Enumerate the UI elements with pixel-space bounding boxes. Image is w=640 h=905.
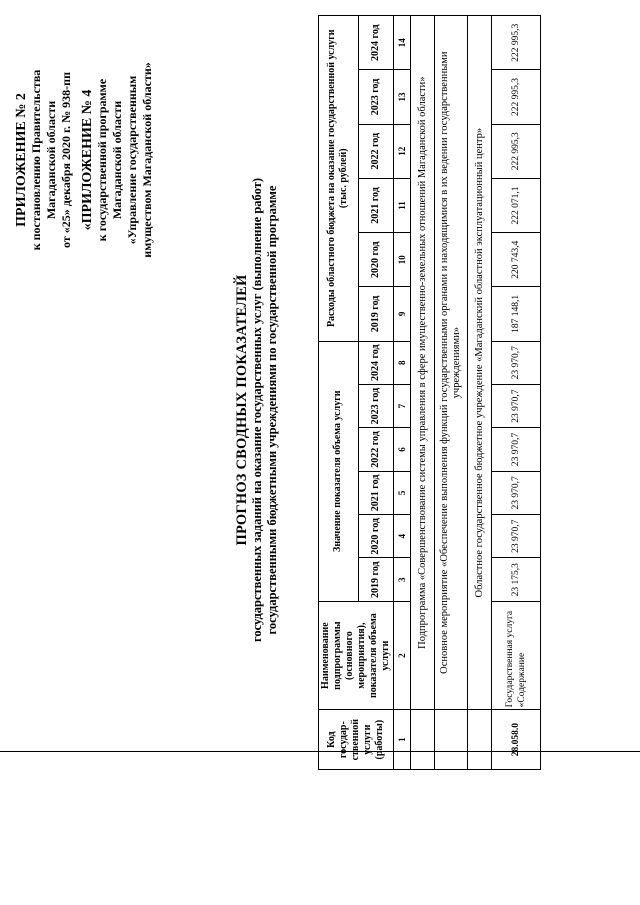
year-header: 2023 год [358,70,393,124]
column-number: 11 [394,178,411,232]
column-number: 3 [394,558,411,601]
column-number: 12 [394,124,411,178]
appendix-line: «Управление государственным [125,75,139,245]
volume-value: 23 970,7 [492,471,541,514]
year-header: 2021 год [358,178,393,232]
budget-value: 222 995,3 [492,70,541,124]
budget-value: 187 148,1 [492,287,541,341]
year-header: 2019 год [358,558,393,601]
appendix-line: Магаданской области [110,100,124,220]
column-number: 6 [394,428,411,471]
appendix-line: к постановлению Правительства [29,69,43,251]
column-number: 4 [394,515,411,558]
header-code: Код государ-ственной услуги (работы) [319,710,394,770]
year-header: 2020 год [358,515,393,558]
appendix-line: Магаданской области [44,100,58,220]
column-number: 10 [394,233,411,287]
budget-value: 222 995,3 [492,124,541,178]
header-name: Наименование подпрограммы (основного мероприятия), показателя объема услуги [319,601,394,709]
appendix-number: «ПРИЛОЖЕНИЕ № 4 [80,89,95,231]
page-divider [0,751,640,752]
service-name: Государственная услуга «Содержание [492,601,541,709]
year-header: 2022 год [358,124,393,178]
appendix-date: от «25» декабря 2020 г. № 938-пп [59,72,73,249]
appendix-line: имуществом Магаданской области» [140,62,154,258]
header-volume: Значение показателя объема услуги [319,341,359,601]
appendix-number: ПРИЛОЖЕНИЕ № 2 [14,93,29,227]
title-main: ПРОГНОЗ СВОДНЫХ ПОКАЗАТЕЛЕЙ [234,274,250,546]
volume-value: 23 175,3 [492,558,541,601]
title-sub: государственными бюджетными учреждениями по государственной программе [265,185,279,635]
year-header: 2024 год [358,341,393,384]
budget-value: 222 071,1 [492,178,541,232]
column-number: 1 [394,710,411,770]
column-number: 5 [394,471,411,514]
year-header: 2019 год [358,287,393,341]
empty-cell [468,710,492,770]
budget-value: 220 743,4 [492,233,541,287]
document-title [235,150,280,670]
column-number: 9 [394,287,411,341]
volume-value: 23 970,7 [492,428,541,471]
institution-row: Областное государственное бюджетное учреждение «Магаданский областной эксплуатационный центр» [468,16,492,710]
column-number: 8 [394,341,411,384]
volume-value: 23 970,7 [492,515,541,558]
empty-cell [411,710,435,770]
title-sub: государственных заданий на оказание государственных услуг (выполнение работ) [250,178,264,642]
header-budget: Расходы областного бюджета на оказание государственной услуги (тыс. рублей) [319,16,359,342]
year-header: 2021 год [358,471,393,514]
subprogram-row: Подпрограмма «Совершенствование системы управления в сфере имущественно-земельных отношений Магаданской области» [411,16,435,710]
year-header: 2020 год [358,233,393,287]
appendix-line: к государственной программе [95,78,109,242]
year-header: 2022 год [358,428,393,471]
column-number: 14 [394,16,411,70]
column-number: 7 [394,384,411,427]
empty-cell [435,710,468,770]
indicators-table [318,15,541,770]
volume-value: 23 970,7 [492,341,541,384]
budget-value: 222 995,3 [492,16,541,70]
column-number: 13 [394,70,411,124]
service-code: 28.058.0 [492,710,541,770]
year-header: 2024 год [358,16,393,70]
year-header: 2023 год [358,384,393,427]
appendix-block [14,20,155,300]
volume-value: 23 970,7 [492,384,541,427]
main-activity-row: Основное мероприятие «Обеспечение выполнения функций государственными органами и находящимися в их ведении государственными учреждениями» [435,16,468,710]
column-number: 2 [394,601,411,709]
